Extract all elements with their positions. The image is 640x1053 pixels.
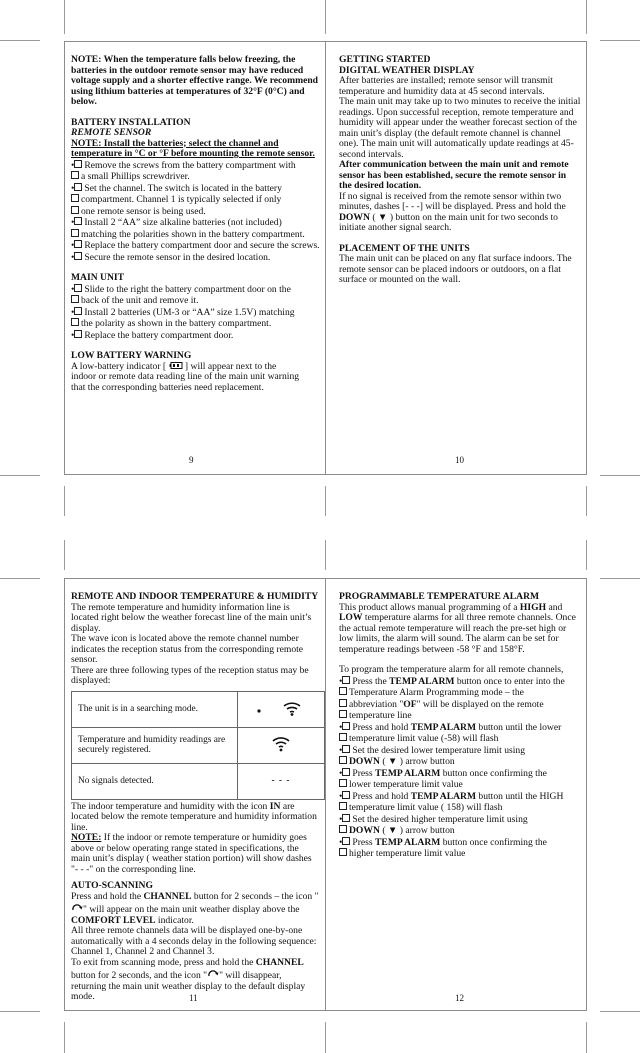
- main-unit-steps: [71, 284, 321, 342]
- page-11-content: [71, 592, 319, 1003]
- paragraph: The remote temperature and humidity information line is located right below the weather forecast line of the main unit’s display.: [71, 601, 312, 634]
- list-item: • Set the channel. The switch is located in the battery: [71, 183, 321, 195]
- low-battery-text: A low-battery indicator [ ] will appear next to the: [71, 360, 277, 372]
- paragraph: After batteries are installed; remote sensor will transmit temperature and humidity data at 45 second intervals.: [339, 75, 553, 97]
- table-row: [72, 691, 325, 727]
- auto-scanning-heading: AUTO-SCANNING: [71, 880, 153, 891]
- temperature-alarm-heading: PROGRAMMABLE TEMPERATURE ALARM: [339, 591, 540, 602]
- table-cell: [238, 727, 325, 763]
- no-signal-dashes: - - -: [238, 763, 325, 799]
- circular-arrow-icon: [207, 968, 219, 978]
- list-item: Temperature Alarm Programming mode – the: [339, 687, 581, 699]
- signal-searching-icon: [253, 697, 309, 717]
- freezing-note: NOTE: When the temperature falls below freezing, the batteries in the outdoor remote sensor may have reduced voltage supply and a shorter effective range. We recommend using lithium batteries at temperatures of 32°F (0°C) and below.: [71, 54, 319, 107]
- paragraph: The wave icon is located above the remote channel number indicates the reception status from the corresponding remote sensor.: [71, 633, 304, 665]
- list-item: • Secure the remote sensor in the desired location.: [71, 252, 321, 264]
- list-item: • Replace the battery compartment door and secure the screws.: [71, 240, 321, 252]
- list-item: • Install 2 batteries (UM-3 or “AA” size 1.5V) matching: [71, 307, 321, 319]
- paragraph: To program the temperature alarm for all remote channels,: [339, 664, 564, 675]
- remote-sensor-note: NOTE: Install the batteries; select the channel and temperature in °C or °F before mounting the remote sensor.: [71, 137, 315, 159]
- circular-arrow-icon: [71, 902, 83, 912]
- paragraph: If no signal is received from the remote sensor within two minutes, dashes [- - -] will be displayed. Press and hold the DOWN ( ▼ ) button on the main unit for two seconds to initiate another signal search.: [339, 190, 566, 233]
- page-number: 9: [189, 455, 194, 465]
- paragraph: Press and hold the CHANNEL button for 2 seconds – the icon "" will appear on the main unit weather display above the COMFORT LEVEL indicator.: [71, 890, 319, 926]
- list-item: • Set the desired higher temperature limit using: [339, 814, 581, 826]
- page-number: 11: [189, 993, 198, 1003]
- paragraph: The indoor temperature and humidity with the icon IN are located below the remote temperature and humidity information line.: [71, 800, 317, 833]
- paragraph: This product allows manual programming of a HIGH and LOW temperature alarms for all three remote channels. Once the actual remote temperature will reach the pre-set high or low limits, the alarm will sound. The alarm can be set for temperature readings between -58 °F and 158°F.: [339, 601, 576, 655]
- list-item: one remote sensor is being used.: [71, 206, 321, 218]
- table-cell: Temperature and humidity readings are securely registered.: [72, 727, 238, 763]
- list-item: back of the unit and remove it.: [71, 295, 321, 307]
- main-unit-heading: MAIN UNIT: [71, 272, 125, 283]
- low-battery-text-line: that the corresponding batteries need replacement.: [71, 381, 264, 393]
- remote-sensor-heading: REMOTE SENSOR: [71, 127, 152, 138]
- remote-sensor-steps: [71, 160, 321, 264]
- list-item: DOWN ( ▼ ) arrow button: [339, 825, 581, 837]
- page-10-content: [339, 55, 581, 286]
- table-cell: The unit is in a searching mode.: [72, 691, 238, 727]
- list-item: • Set the desired lower temperature limit using: [339, 745, 581, 757]
- list-item: • Install 2 “AA” size alkaline batteries (not included): [71, 217, 321, 229]
- remote-indoor-heading: REMOTE AND INDOOR TEMPERATURE & HUMIDITY: [71, 591, 319, 602]
- page-number: 10: [455, 455, 464, 465]
- low-battery-icon: [169, 362, 183, 369]
- list-item: lower temperature limit value: [339, 779, 581, 791]
- table-cell: [238, 691, 325, 727]
- list-item: abbreviation "OF" will be displayed on the remote: [339, 699, 581, 711]
- list-item: • Slide to the right the battery compartment door on the: [71, 284, 321, 296]
- list-item: • Press and hold TEMP ALARM button until the lower: [339, 722, 581, 734]
- paragraph: The main unit can be placed on any flat surface indoors. The remote sensor can be placed indoors or outdoors, on a flat surface or mounted on the wall.: [339, 253, 572, 285]
- reception-status-table: [71, 691, 325, 800]
- list-item: • Press the TEMP ALARM button once to enter into the: [339, 676, 581, 688]
- list-item: • Press TEMP ALARM button once confirming the: [339, 837, 581, 849]
- list-item: compartment. Channel 1 is typically selected if only: [71, 194, 321, 206]
- paragraph: To exit from scanning mode, press and hold the CHANNEL button for 2 seconds, and the icon " " will disappear, returning the main unit weather display to the default display mode.: [71, 956, 306, 1002]
- list-item: • Press TEMP ALARM button once confirming the: [339, 768, 581, 780]
- list-item: • Remove the screws from the battery compartment with: [71, 160, 321, 172]
- battery-installation-heading: BATTERY INSTALLATION: [71, 116, 191, 128]
- signal-wave-icon: [269, 733, 293, 753]
- list-item: temperature line: [339, 710, 581, 722]
- low-battery-text-line: indoor or remote data reading line of the main unit warning: [71, 371, 300, 382]
- page-number: 12: [455, 993, 464, 1003]
- list-item: a small Phillips screwdriver.: [71, 171, 321, 183]
- paragraph-bold: After communication between the main unit and remote sensor has been established, secure the remote sensor in the desired location.: [339, 159, 569, 191]
- list-item: temperature limit value ( 158) will flash: [339, 802, 581, 814]
- note-paragraph: NOTE: If the indoor or remote temperature or humidity goes above or below operating range stated in specifications, the main unit’s display ( weather station portion) will show dashes "- - -" on the corresponding line.: [71, 832, 312, 875]
- getting-started-heading: GETTING STARTED: [339, 54, 431, 65]
- digital-weather-heading: DIGITAL WEATHER DISPLAY: [339, 64, 475, 76]
- table-cell: No signals detected.: [72, 763, 238, 799]
- list-item: DOWN ( ▼ ) arrow button: [339, 756, 581, 768]
- list-item: • Replace the battery compartment door.: [71, 330, 321, 342]
- page-9-content: [71, 55, 321, 393]
- list-item: the polarity as shown in the battery compartment.: [71, 318, 321, 330]
- list-item: • Press and hold TEMP ALARM button until the HIGH: [339, 791, 581, 803]
- list-item: higher temperature limit value: [339, 848, 581, 860]
- table-row: [72, 727, 325, 763]
- paragraph: All three remote channels data will be displayed one-by-one automatically with a 4 seconds delay in the following sequence: Channel 1, Channel 2 and Channel 3.: [71, 925, 317, 957]
- list-item: temperature limit value (-58) will flash: [339, 733, 581, 745]
- low-battery-heading: LOW BATTERY WARNING: [71, 350, 192, 361]
- alarm-steps-list: [339, 676, 581, 860]
- placement-heading: PLACEMENT OF THE UNITS: [339, 242, 470, 254]
- paragraph: There are three following types of the reception status may be displayed:: [71, 664, 309, 686]
- table-row: [72, 763, 325, 799]
- page-12-content: [339, 592, 581, 860]
- list-item: matching the polarities shown in the battery compartment.: [71, 229, 321, 241]
- paragraph: The main unit may take up to two minutes to receive the initial readings. Upon successful reception, remote temperature and humidity will appear under the weather forecast section of the main unit’s display (the default remote channel is channel one). The main unit will automatically update readings at 45-second intervals.: [339, 96, 581, 160]
